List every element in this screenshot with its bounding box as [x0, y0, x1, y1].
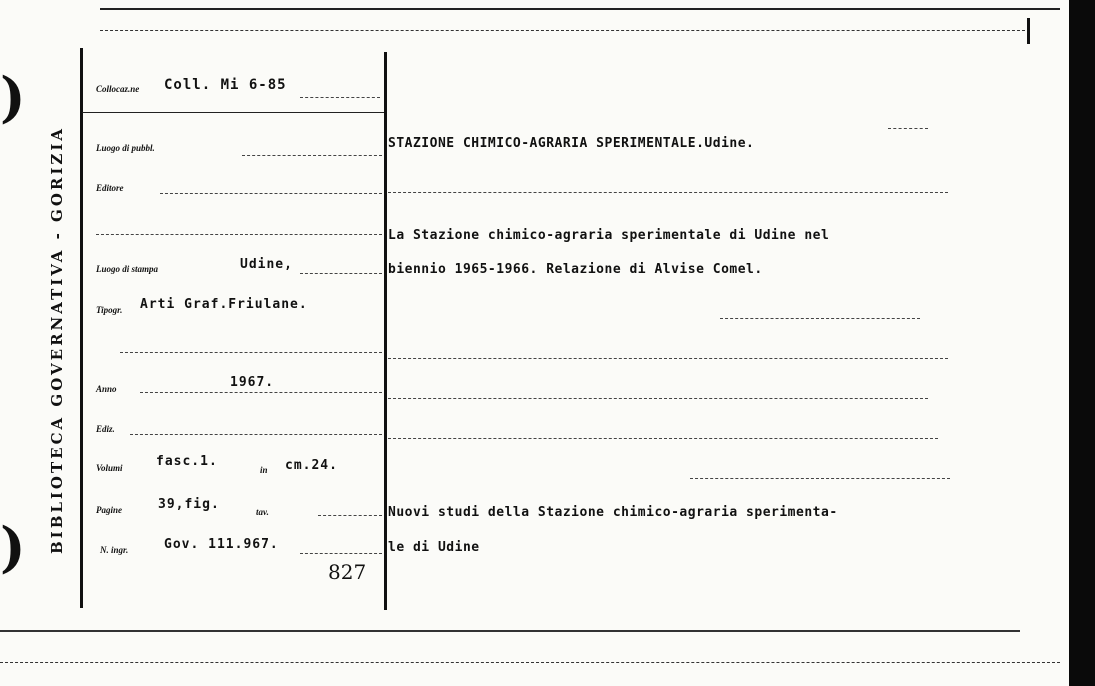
entry-title-line2: biennio 1965-1966. Relazione di Alvise Comel. [388, 262, 763, 277]
top-rule-2 [100, 30, 1030, 31]
library-stamp-text: BIBLIOTECA GOVERNATIVA - GORIZIA [48, 126, 66, 554]
left-column-border [80, 48, 83, 608]
header-rule [82, 112, 384, 113]
field-value: Gov. 111.967. [164, 537, 279, 552]
right-dash [388, 192, 948, 193]
binding-hole-top: ) [0, 65, 26, 129]
field-label: Editore [96, 183, 124, 193]
right-dash [388, 398, 928, 399]
field-sub-label: tav. [256, 507, 269, 517]
bottom-rule [0, 630, 1020, 632]
entry-series-line2: le di Udine [388, 540, 480, 555]
top-rule [100, 8, 1060, 10]
field-dash [140, 392, 382, 393]
field-label: N. ingr. [100, 545, 129, 555]
field-value: Arti Graf.Friulane. [140, 297, 308, 312]
right-dash [388, 438, 938, 439]
field-label: Luogo di pubbl. [96, 143, 155, 153]
entry-series-line1: Nuovi studi della Stazione chimico-agraria sperimenta- [388, 505, 838, 520]
right-dash [690, 478, 950, 479]
field-value: Udine, [240, 257, 293, 272]
field-dash [300, 273, 382, 274]
binding-hole-bottom: ) [0, 515, 26, 579]
blank-line [120, 352, 382, 353]
field-dash [160, 193, 382, 194]
field-dash [318, 515, 382, 516]
field-dash [130, 434, 382, 435]
entry-author: STAZIONE CHIMICO-AGRARIA SPERIMENTALE.Udine. [388, 136, 755, 151]
entry-title-line1: La Stazione chimico-agraria sperimentale di Udine nel [388, 228, 830, 243]
field-label: Tipogr. [96, 305, 123, 315]
field-label: Ediz. [96, 424, 115, 434]
field-value: fasc.1. [156, 454, 218, 469]
field-label: Anno [96, 384, 117, 394]
bottom-rule-2 [0, 662, 1060, 663]
field-label: Luogo di stampa [96, 264, 159, 274]
top-tick [1027, 18, 1030, 44]
right-dash [388, 358, 948, 359]
scan-edge [1069, 0, 1095, 686]
handwritten-number: 827 [328, 560, 367, 584]
field-dash [300, 553, 382, 554]
field-label: Volumi [96, 463, 123, 473]
field-value: 1967. [230, 375, 275, 390]
field-dash [300, 97, 380, 98]
right-dash [720, 318, 920, 319]
field-value: 39,fig. [158, 497, 220, 512]
field-sub-label: in [260, 465, 268, 475]
field-dash [242, 155, 382, 156]
blank-line [96, 234, 382, 235]
center-column-border [384, 52, 387, 610]
library-stamp [40, 80, 74, 600]
right-dash [888, 128, 928, 129]
field-value: Coll. Mi 6-85 [164, 77, 287, 93]
field-sub-value: cm.24. [285, 458, 338, 473]
field-label: Pagine [96, 505, 122, 515]
field-label: Collocaz.ne [96, 84, 140, 94]
